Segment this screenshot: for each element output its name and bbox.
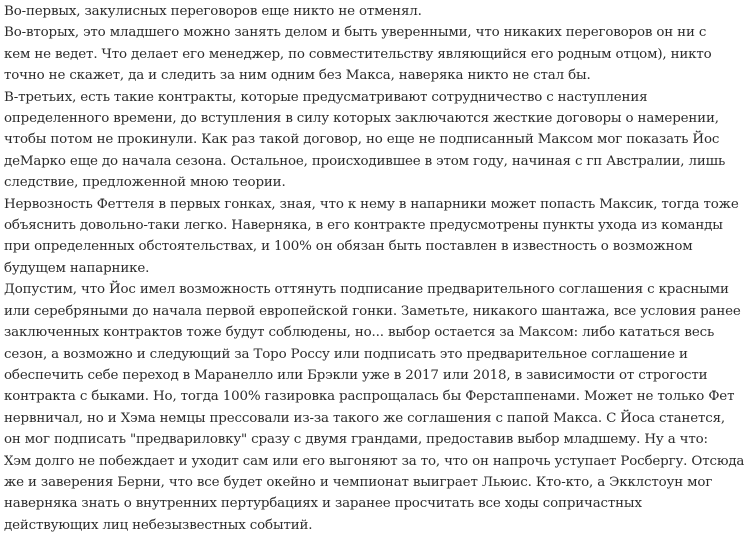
text-line: следствие, предложенной мною теории. bbox=[4, 175, 286, 191]
paragraph-second-point bbox=[4, 22, 747, 86]
text-line: В-третьих, есть такие контракты, которые предусматривают сотрудничество с наступления bbox=[4, 89, 648, 105]
text-line: Хэм долго не побеждает и уходит сам или его выгоняют за то, что он напрочь уступает Росбергу. Отсюда bbox=[4, 453, 745, 469]
text-line: Во-вторых, это младшего можно занять делом и быть уверенными, что никаких переговоров он ни с bbox=[4, 25, 707, 41]
text-line: заключенных контрактов тоже будут соблюдены, но... выбор остается за Максом: либо кататься весь bbox=[4, 325, 715, 341]
text-line: при определенных обстоятельствах, и 100% он обязан быть поставлен в известность о возможном bbox=[4, 239, 693, 255]
text-line: наверняка знать о внутренних пертурбациях и заранее просчитать все ходы сопричастных bbox=[4, 496, 642, 512]
text-line: Во-первых, закулисных переговоров еще никто не отменял. bbox=[4, 4, 422, 19]
text-line: Допустим, что Йос имел возможность оттянуть подписание предварительного соглашения с красными bbox=[4, 282, 729, 298]
text-line: чтобы потом не прокинули. Как раз такой договор, но еще не подписанный Максом мог показать Йос bbox=[4, 132, 720, 148]
paragraph-hypothesis bbox=[4, 279, 747, 536]
text-line: он мог подписать "предвариловку" сразу с двумя грандами, предоставив выбор младшему. Ну а что: bbox=[4, 432, 708, 448]
paragraph-third-point bbox=[4, 87, 747, 194]
text-line: точно не скажет, да и следить за ним одним без Макса, наверяка никто не стал бы. bbox=[4, 68, 591, 84]
text-line: объяснить довольно-таки легко. Наверняка, в его контракте предусмотрены пункты ухода из команды bbox=[4, 218, 723, 234]
text-line: Нервозность Феттеля в первых гонках, зная, что к нему в напарники может попасть Максик, тогда тоже bbox=[4, 196, 739, 212]
paragraph-first-point bbox=[4, 1, 747, 22]
text-line: сезон, а возможно и следующий за Торо Россу или подписать это предварительное соглашение и bbox=[4, 346, 688, 362]
text-line: действующих лиц небезызвестных событий. bbox=[4, 517, 313, 533]
text-line: контракта с быками. Но, тогда 100% газировка распрощалась бы Ферстаппенами. Может не только Фет bbox=[4, 389, 735, 405]
text-line: определенного времени, до вступления в силу которых заключаются жесткие договоры о намерении, bbox=[4, 111, 719, 127]
text-line: обеспечить себе переход в Маранелло или Брэкли уже в 2017 или 2018, в зависимости от строгости bbox=[4, 367, 708, 383]
text-line: кем не ведет. Что делает его менеджер, по совместительству являющийся его родным отцом), никто bbox=[4, 46, 712, 62]
text-line: будущем напарнике. bbox=[4, 260, 150, 276]
text-line: или серебряными до начала первой европейской гонки. Заметьте, никакого шантажа, все условия ранее bbox=[4, 303, 741, 319]
text-line: нервничал, но и Хэма немцы прессовали из-за такого же соглашения с папой Макса. С Йоса станется, bbox=[4, 410, 726, 426]
paragraph-vettel-nervousness bbox=[4, 194, 747, 280]
text-line: деМарко еще до начала сезона. Остальное, происходившее в этом году, начиная с гп Австралии, лишь bbox=[4, 153, 726, 169]
text-line: же и заверения Берни, что все будет окейно и чемпионат выиграет Льюис. Кто-кто, а Экклстоун мог bbox=[4, 474, 713, 490]
